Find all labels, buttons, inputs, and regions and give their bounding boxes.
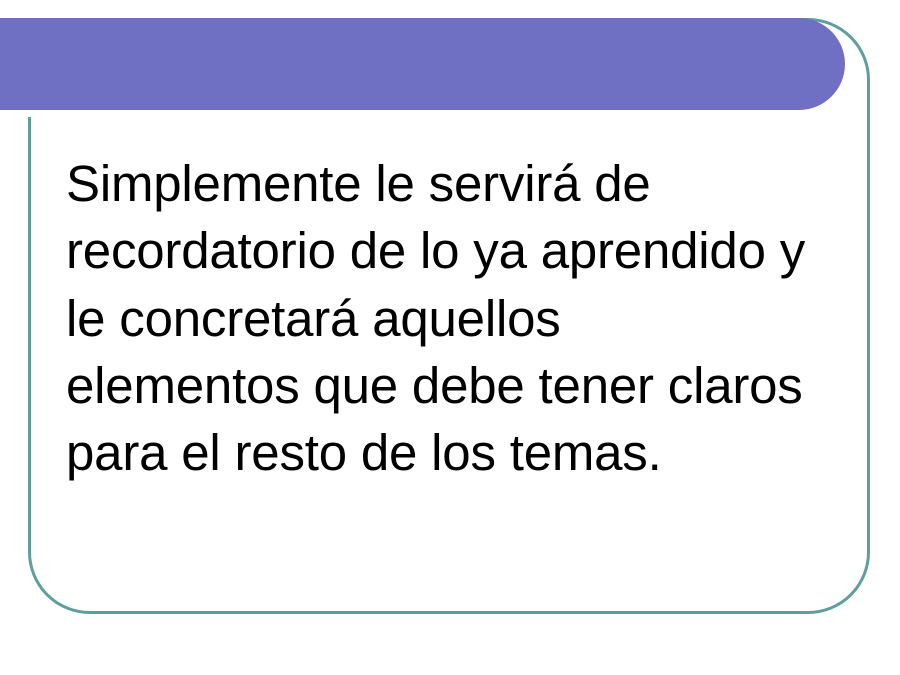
slide-title-band [0, 18, 845, 110]
slide-body-text: Simplemente le servirá de recordatorio de lo ya aprendido y le concretará aquellos elementos que debe tener claros para el resto de los temas. [66, 155, 806, 482]
title-separator-rule [0, 110, 808, 117]
